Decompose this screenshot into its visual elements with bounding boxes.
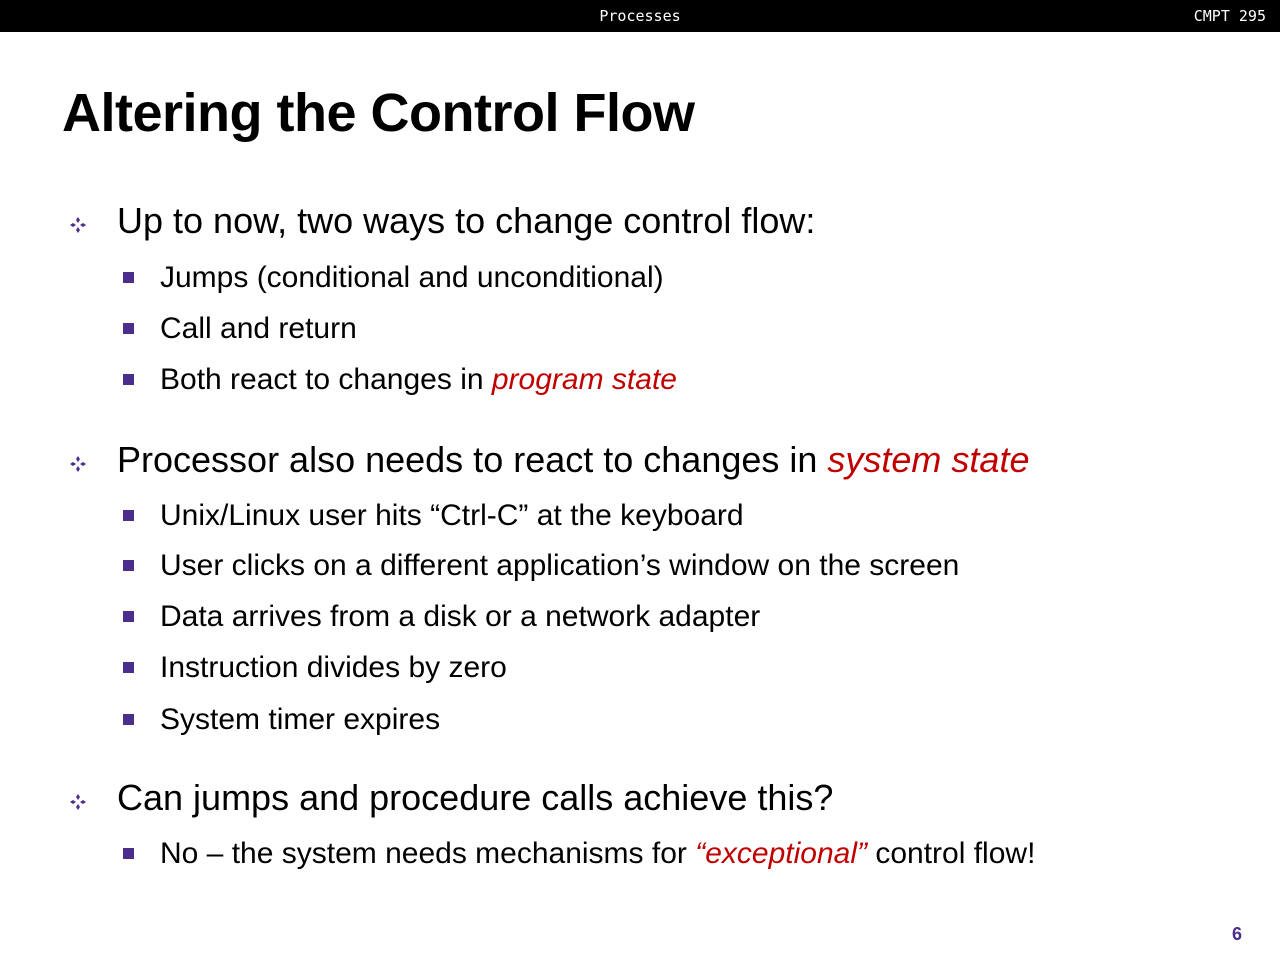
square-bullet-icon [123,714,134,725]
diamond-bullet-icon [67,453,89,475]
sub-bullet-text: No – the system needs mechanisms for [160,837,696,870]
section-title: Processes [599,7,681,25]
sub-bullet-timer [160,703,440,737]
sub-bullet-divide-zero [160,651,507,685]
square-bullet-icon [123,510,134,521]
sub-bullet-text: Data arrives from a disk or a network adapter [160,600,761,633]
slide-title: Altering the Control Flow [62,83,695,143]
diamond-bullet-icon [67,214,89,236]
sub-bullet-text: Instruction divides by zero [160,651,507,684]
sub-bullet-ctrl-c [160,499,744,533]
sub-bullet-data-arrives [160,600,760,634]
bullet-text: Processor also needs to react to changes in [117,439,828,480]
course-code: CMPT 295 [1193,7,1266,25]
page-number: 6 [1231,924,1242,944]
bullet-system-state [117,439,1029,481]
sub-bullet-jumps [160,261,664,295]
sub-bullet-program-state [160,363,677,397]
sub-bullet-text: System timer expires [160,703,441,736]
bullet-text: Up to now, two ways to change control flow: [117,200,816,241]
emphasis-text: system state [827,439,1030,480]
sub-bullet-text-suffix: control flow! [867,837,1036,870]
square-bullet-icon [123,323,134,334]
sub-bullet-text: Unix/Linux user hits “Ctrl-C” at the keyboard [160,499,744,532]
square-bullet-icon [123,560,134,571]
bullet-question [117,777,833,819]
emphasis-text: program state [491,363,677,396]
sub-bullet-text: Both react to changes in [160,363,492,396]
square-bullet-icon [123,374,134,385]
bullet-text: Can jumps and procedure calls achieve this? [117,777,834,818]
sub-bullet-window-click [160,549,959,583]
sub-bullet-text: User clicks on a different application’s window on the screen [160,549,960,582]
square-bullet-icon [123,848,134,859]
square-bullet-icon [123,662,134,673]
emphasis-text: “exceptional” [695,837,867,870]
square-bullet-icon [123,611,134,622]
sub-bullet-text: Jumps (conditional and unconditional) [160,261,664,294]
sub-bullet-call-return [160,312,357,346]
sub-bullet-exceptional [160,837,1035,871]
diamond-bullet-icon [67,791,89,813]
sub-bullet-text: Call and return [160,312,357,345]
bullet-control-flow [117,200,815,242]
square-bullet-icon [123,272,134,283]
